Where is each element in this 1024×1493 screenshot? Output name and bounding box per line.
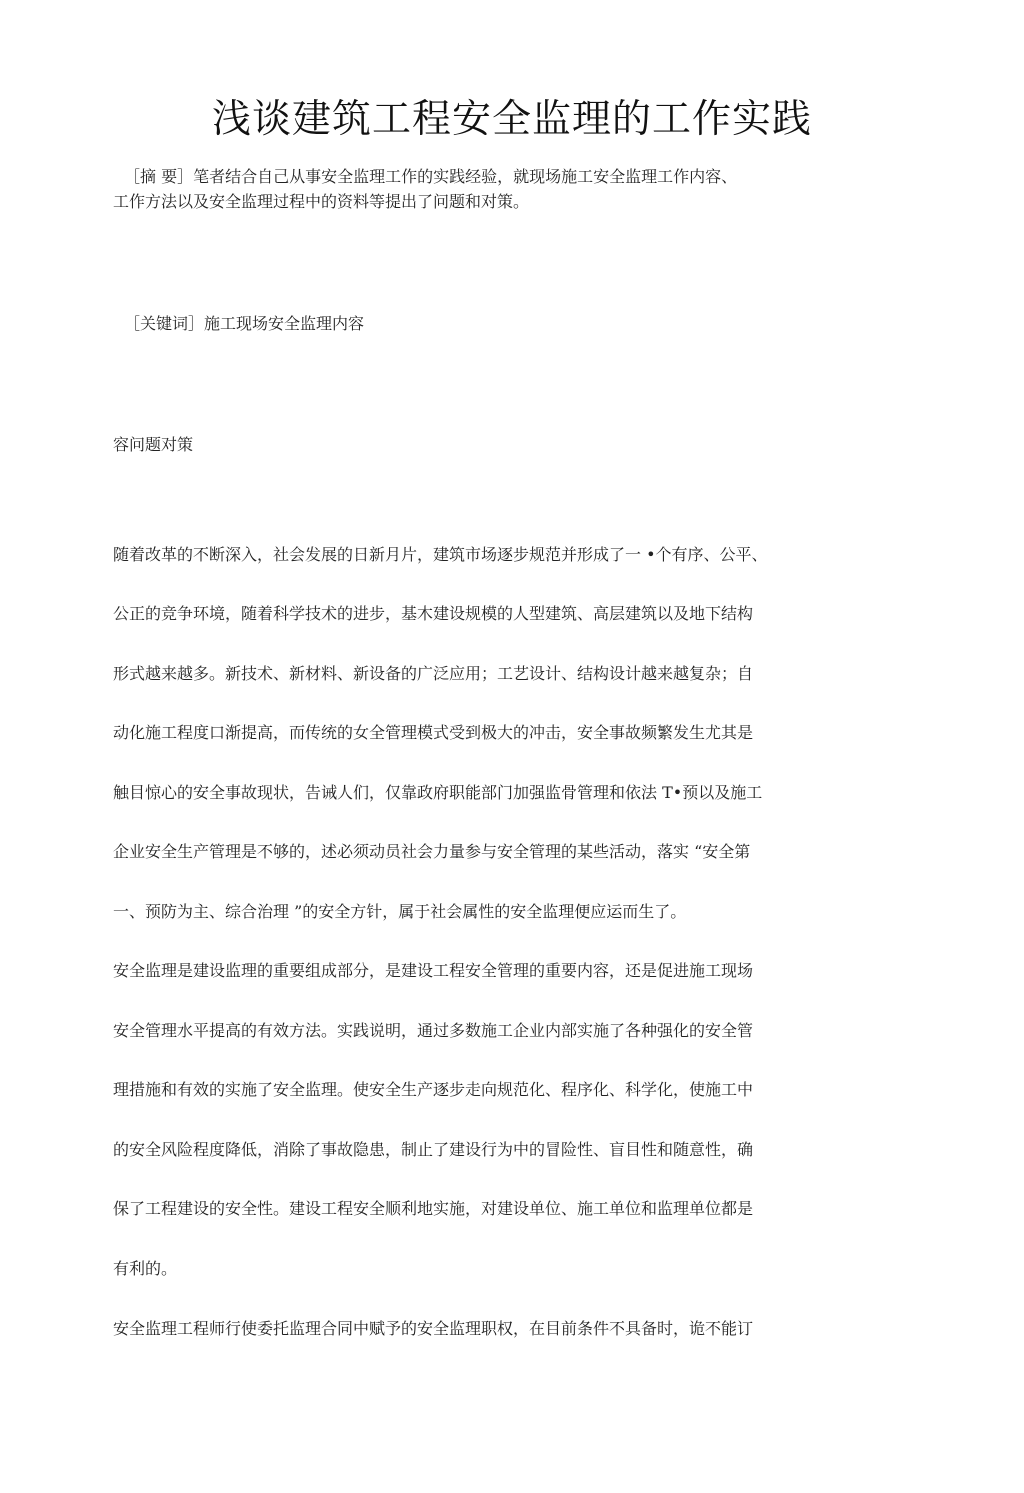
body-line: 安全监理工程师行使委托监理合同中赋予的安全监理职权，在目前条件不具备时，诡不能订	[113, 1319, 754, 1338]
document-title: 浅谈建筑工程安全监理的工作实践	[211, 97, 812, 142]
abstract-line: 工作方法以及安全监理过程中的资料等提出了问题和对策。	[113, 192, 530, 211]
body-line: 安全管理水平提高的有效方法。实践说明，通过多数施工企业内部实施了各种强化的安全管	[113, 1021, 754, 1040]
body-line: 触目惊心的安全事故现状，告诫人们，仅靠政府职能部门加强监骨管理和依法 T•预以及施工	[113, 783, 763, 802]
abstract	[113, 164, 873, 214]
body-line: 安全监理是建设监理的重要组成部分，是建设工程安全管理的重要内容，还是促进施工现场	[113, 961, 754, 980]
body-line: 有利的。	[113, 1259, 178, 1278]
body-line: 理措施和有效的实施了安全监理。使安全生产逐步走向规范化、程序化、科学化，使施工中	[113, 1080, 754, 1099]
body-line: 企业安全生产管理是不够的，述必须动员社会力量参与安全管理的某些活动，落实 “安全第	[113, 842, 751, 861]
keywords-continuation: 容问题对策	[113, 435, 194, 454]
keywords: ［关键词］施工现场安全监理内容	[124, 314, 365, 333]
body-line: 随着改革的不断深入，社会发展的日新月片，建筑市场逐步规范并形成了一 •个有序、公平、	[113, 545, 768, 564]
body-line: 的安全风险程度降低，消除了事故隐患，制止了建设行为中的冒险性、盲目性和随意性，确	[113, 1140, 754, 1159]
body-line: 保了工程建设的安全性。建设工程安全顺利地实施，对建设单位、施工单位和监理单位都是	[113, 1199, 754, 1218]
body-line: 动化施工程度口渐提高，而传统的女全管理模式受到极大的冲击，安全事故频繁发生尤其是	[113, 723, 754, 742]
abstract-line: ［摘 要］笔者结合自己从事安全监理工作的实践经验，就现场施工安全监理工作内容、	[124, 167, 738, 186]
body-line: 公正的竞争环境，随着科学技术的进步，基木建设规模的人型建筑、高层建筑以及地下结构	[113, 604, 754, 623]
body-line: 形式越来越多。新技术、新材料、新设备的广泛应用；工艺设计、结构设计越来越复杂；自	[113, 664, 754, 683]
body-line: 一、预防为主、综合治理 ”的安全方针，属于社会属性的安全监理便应运而生了。	[113, 902, 687, 921]
